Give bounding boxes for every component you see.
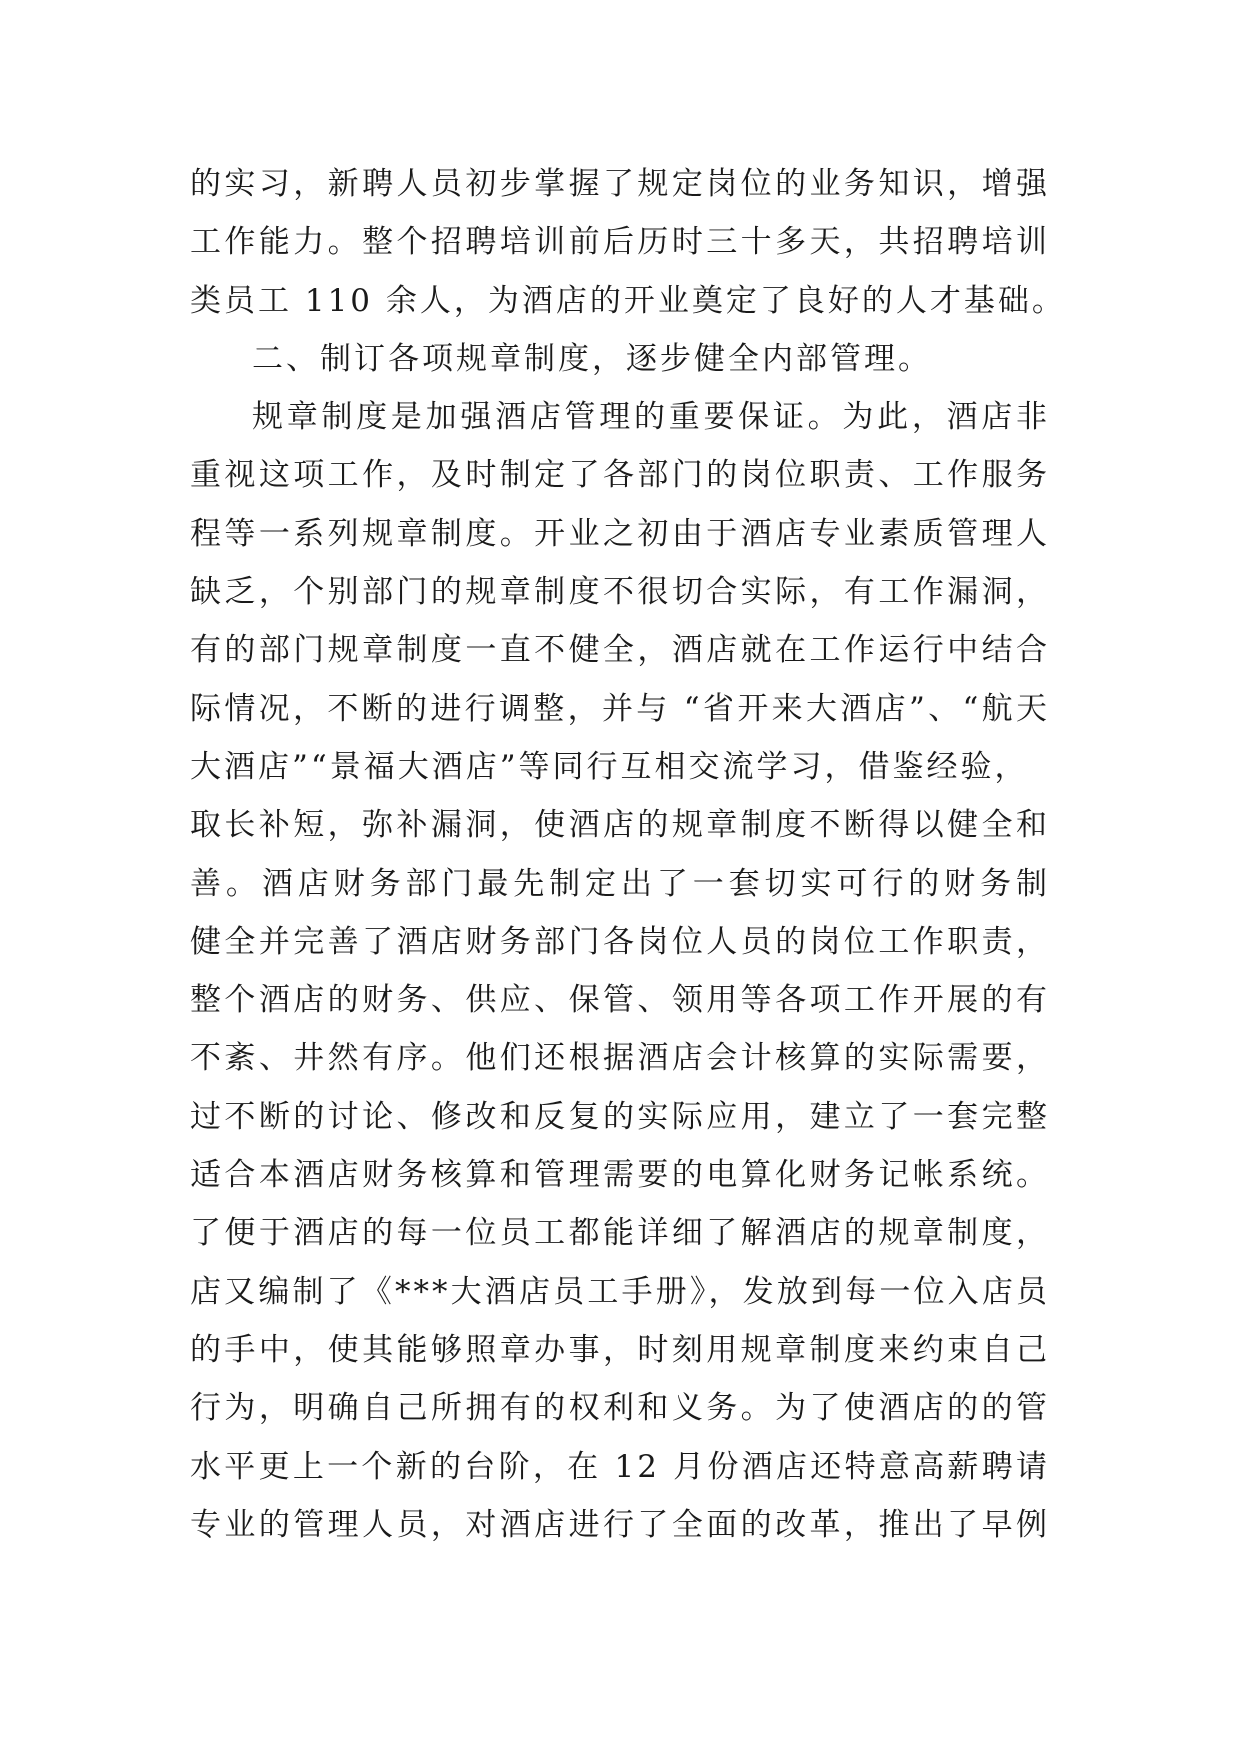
text-line: 类员工 110 余人，为酒店的开业奠定了良好的人才基础。 <box>190 282 1066 319</box>
text-line: 取长补短，弥补漏洞，使酒店的规章制度不断得以健全和 <box>190 807 1050 844</box>
text-line: 有的部门规章制度一直不健全，酒店就在工作运行中结合 <box>190 632 1050 669</box>
text-line: 了便于酒店的每一位员工都能详细了解酒店的规章制度， <box>190 1215 1050 1252</box>
text-line: 的手中，使其能够照章办事，时刻用规章制度来约束自己 <box>190 1331 1050 1368</box>
section-heading: 二、制订各项规章制度，逐步健全内部管理。 <box>252 340 932 377</box>
text-line: 健全并完善了酒店财务部门各岗位人员的岗位工作职责， <box>190 923 1050 960</box>
text-line: 缺乏，个别部门的规章制度不很切合实际，有工作漏洞， <box>190 574 1050 611</box>
body-text <box>190 155 1066 1554</box>
text-line: 不紊、井然有序。他们还根据酒店会计核算的实际需要， <box>190 1040 1050 1077</box>
text-line: 善。酒店财务部门最先制定出了一套切实可行的财务制 <box>190 865 1050 902</box>
text-line: 大酒店”“景福大酒店”等同行互相交流学习，借鉴经验， <box>190 748 1029 785</box>
text-line: 工作能力。整个招聘培训前后历时三十多天，共招聘培训 <box>190 224 1050 261</box>
text-line: 过不断的讨论、修改和反复的实际应用，建立了一套完整 <box>190 1098 1050 1135</box>
text-line: 适合本酒店财务核算和管理需要的电算化财务记帐系统。 <box>190 1157 1050 1194</box>
text-line: 水平更上一个新的台阶，在 12 月份酒店还特意高薪聘请 <box>190 1448 1050 1485</box>
text-line: 整个酒店的财务、供应、保管、领用等各项工作开展的有 <box>190 982 1050 1019</box>
text-line: 专业的管理人员，对酒店进行了全面的改革，推出了早例 <box>190 1506 1050 1543</box>
text-line: 的实习，新聘人员初步掌握了规定岗位的业务知识，增强 <box>190 166 1050 202</box>
text-line: 店又编制了《***大酒店员工手册》，发放到每一位入店员 <box>190 1273 1050 1310</box>
text-line: 行为，明确自己所拥有的权利和义务。为了使酒店的的管 <box>190 1390 1050 1427</box>
paragraph-first-line: 规章制度是加强酒店管理的重要保证。为此，酒店非 <box>252 399 1050 436</box>
text-line: 际情况，不断的进行调整，并与 “省开来大酒店”、“航天 <box>190 690 1050 727</box>
text-line: 程等一系列规章制度。开业之初由于酒店专业素质管理人 <box>190 515 1050 552</box>
text-line: 重视这项工作，及时制定了各部门的岗位职责、工作服务 <box>190 457 1050 494</box>
